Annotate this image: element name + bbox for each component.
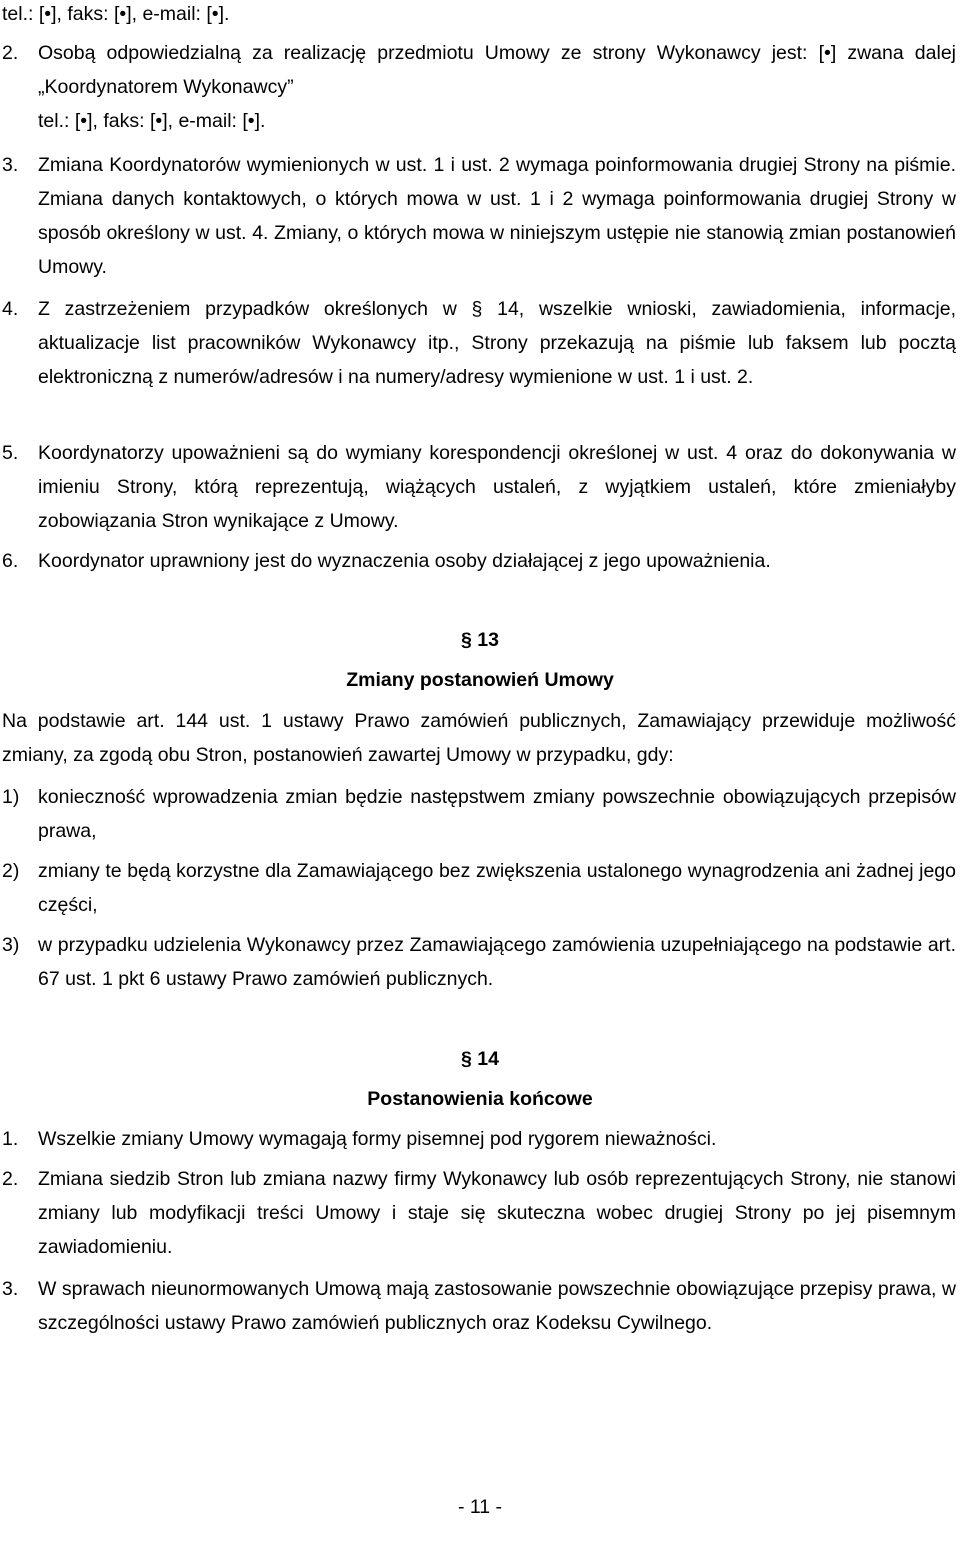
item-number: 6.	[2, 550, 19, 572]
section-title: Zmiany postanowień Umowy	[346, 669, 614, 691]
item-text: Koordynatorzy upoważnieni są do wymiany korespondencji określonej w ust. 4 oraz do dokonywania w imieniu Strony, którą reprezentują, wiążących ustaleń, z wyjątkiem ustaleń, które zmieniałyby zobowiązania Stron wynikające z Umowy.	[38, 442, 956, 532]
list-item	[0, 854, 956, 922]
item-text: Osobą odpowiedzialną za realizację przedmiotu Umowy ze strony Wykonawcy jest: [•] zwana dalej „Koordynatorem Wykonawcy”	[38, 42, 956, 98]
section-intro: Na podstawie art. 144 ust. 1 ustawy Prawo zamówień publicznych, Zamawiający przewiduje możliwość zmiany, za zgodą obu Stron, postanowień zawartej Umowy w przypadku, gdy:	[2, 710, 956, 766]
list-item	[0, 436, 956, 538]
item-text: w przypadku udzielenia Wykonawcy przez Zamawiającego zamówienia uzupełniającego na podstawie art. 67 ust. 1 pkt 6 ustawy Prawo zamówień publicznych.	[38, 934, 956, 990]
item-number: 4.	[2, 298, 19, 320]
list-item	[0, 544, 956, 578]
item-text: Koordynator uprawniony jest do wyznaczenia osoby działającej z jego upoważnienia.	[38, 550, 771, 572]
page-number: - 11 -	[457, 1496, 503, 1518]
item-number: 2.	[2, 42, 19, 64]
item-text: Zmiana siedzib Stron lub zmiana nazwy firmy Wykonawcy lub osób reprezentujących Strony, nie stanowi zmiany lub modyfikacji treści Umowy i staje się skuteczna wobec drugiej Strony po jej pisemnym zawiadomieniu.	[38, 1168, 956, 1258]
item-number: 2)	[2, 860, 20, 882]
item-text: Wszelkie zmiany Umowy wymagają formy pisemnej pod rygorem nieważności.	[38, 1128, 717, 1150]
list-item-continuation	[0, 104, 956, 138]
item-number: 1)	[2, 786, 20, 808]
item-number: 2.	[2, 1168, 19, 1190]
section-number: § 13	[461, 629, 499, 651]
item-number: 3.	[2, 154, 19, 176]
list-item	[0, 1122, 956, 1156]
item-number: 3)	[2, 934, 20, 956]
list-item	[0, 780, 956, 848]
item-text: Z zastrzeżeniem przypadków określonych w § 14, wszelkie wnioski, zawiadomienia, informacje, aktualizacje list pracowników Wykonawcy itp., Strony przekazują na piśmie lub faksem lub pocztą elektroniczną z numerów/adresów i na numery/adresy wymienione w ust. 1 i ust. 2.	[38, 298, 956, 388]
list-item	[0, 148, 956, 284]
section-number: § 14	[461, 1048, 499, 1070]
item-subtext: tel.: [•], faks: [•], e-mail: [•].	[38, 110, 266, 132]
list-item	[0, 1162, 956, 1264]
list-item	[0, 292, 956, 428]
list-item	[0, 1272, 956, 1374]
item-text: W sprawach nieunormowanych Umową mają zastosowanie powszechnie obowiązujące przepisy prawa, w szczególności ustawy Prawo zamówień publicznych oraz Kodeksu Cywilnego.	[38, 1278, 956, 1334]
item-number: 1.	[2, 1128, 19, 1150]
item-text: konieczność wprowadzenia zmian będzie następstwem zmiany powszechnie obowiązujących przepisów prawa,	[38, 786, 956, 842]
item-text: zmiany te będą korzystne dla Zamawiającego bez zwiększenia ustalonego wynagrodzenia ani żadnej jego części,	[38, 860, 956, 916]
contact-line: tel.: [•], faks: [•], e-mail: [•].	[2, 3, 230, 25]
item-text: Zmiana Koordynatorów wymienionych w ust. 1 i ust. 2 wymaga poinformowania drugiej Strony na piśmie. Zmiana danych kontaktowych, o których mowa w ust. 1 i 2 wymaga poinformowania drugiej Strony w sposób określony w ust. 4. Zmiany, o których mowa w niniejszym ustępie nie stanowią zmian postanowień Umowy.	[38, 154, 956, 278]
section-title: Postanowienia końcowe	[367, 1088, 593, 1110]
item-number: 5.	[2, 442, 19, 464]
item-number: 3.	[2, 1278, 19, 1300]
list-item	[0, 36, 956, 104]
list-item	[0, 928, 956, 996]
